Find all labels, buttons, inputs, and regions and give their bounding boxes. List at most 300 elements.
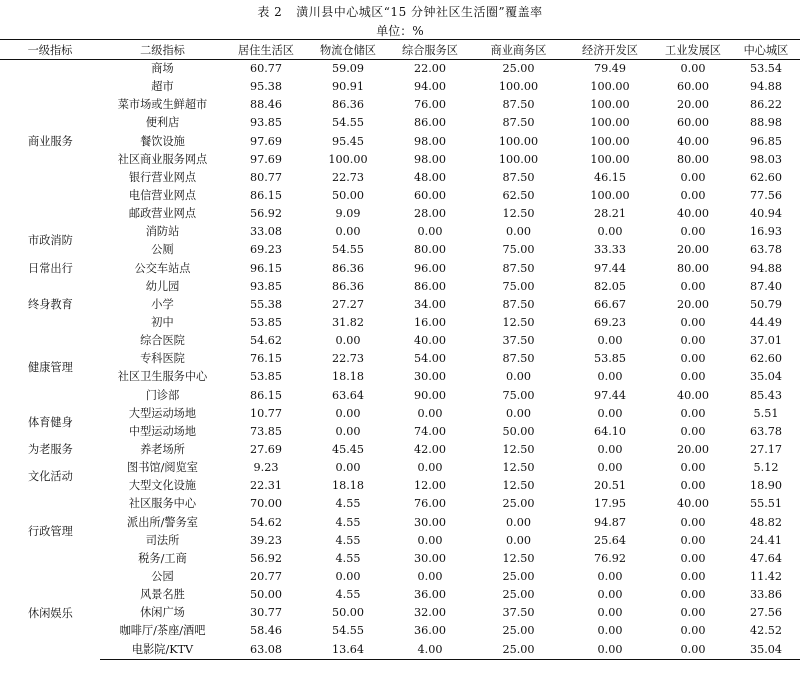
primary-indicator: 行政管理: [28, 524, 73, 538]
header-cell: 一级指标: [0, 40, 100, 60]
coverage-value: 0.00: [417, 225, 443, 239]
coverage-value: 0.00: [335, 334, 361, 348]
coverage-value: 0.00: [680, 170, 706, 184]
coverage-value: 79.49: [593, 62, 627, 76]
coverage-value: 0.00: [335, 570, 361, 583]
coverage-value: 36.00: [413, 624, 447, 638]
coverage-value: 0.00: [566, 641, 654, 660]
table-row: [0, 223, 800, 241]
coverage-value: 54.00: [413, 352, 447, 366]
table-row: [0, 350, 800, 368]
coverage-value: 20.77: [249, 570, 283, 583]
coverage-table: [0, 39, 800, 660]
coverage-value: 39.23: [249, 533, 283, 547]
coverage-value: 53.85: [249, 316, 283, 330]
table-row: [0, 368, 800, 386]
secondary-indicator: 社区商业服务网点: [117, 152, 208, 166]
header-cell: 中心城区: [732, 40, 800, 60]
secondary-indicator: 司法所: [145, 533, 180, 547]
table-title: 潢川县中心城区“15 分钟社区生活圈”覆盖率: [296, 5, 543, 19]
coverage-value: 80.77: [249, 170, 283, 184]
table-row: [0, 60, 800, 79]
coverage-value: 0.00: [597, 606, 623, 620]
table-row: [0, 151, 800, 169]
table-body: [0, 60, 800, 660]
secondary-indicator: 电信营业网点: [128, 189, 197, 203]
coverage-value: 4.00: [389, 641, 471, 660]
coverage-value: 25.64: [593, 533, 627, 547]
coverage-value: 69.23: [249, 243, 283, 257]
secondary-indicator: 银行营业网点: [128, 170, 197, 184]
table-row: [0, 387, 800, 405]
coverage-value: 13.64: [307, 641, 389, 660]
coverage-value: 75.00: [502, 279, 535, 293]
coverage-value: 86.36: [331, 279, 365, 293]
coverage-value: 27.56: [749, 606, 783, 620]
table-row: [0, 423, 800, 441]
header-cell: 商业商务区: [471, 40, 566, 60]
secondary-indicator: 派出所/警务室: [127, 515, 198, 529]
coverage-value: 32.00: [413, 606, 447, 620]
coverage-value: 48.00: [413, 170, 447, 184]
secondary-indicator: 初中: [151, 316, 174, 330]
coverage-value: 35.04: [749, 370, 783, 384]
secondary-indicator: 中型运动场地: [128, 424, 197, 438]
coverage-value: 12.50: [502, 461, 535, 475]
coverage-value: 80.00: [676, 152, 710, 166]
coverage-value: 64.10: [593, 424, 627, 438]
primary-indicator: 休闲娱乐: [28, 606, 73, 620]
coverage-value: 45.45: [331, 443, 365, 457]
coverage-value: 10.77: [249, 406, 283, 420]
coverage-value: 88.46: [249, 98, 283, 112]
coverage-value: 88.98: [749, 116, 783, 130]
coverage-value: 25.00: [502, 624, 535, 638]
table-row: [0, 96, 800, 114]
table-row: [0, 332, 800, 350]
coverage-value: 63.08: [225, 641, 307, 660]
primary-indicator: 日常出行: [28, 261, 73, 275]
secondary-indicator: 公园: [151, 570, 174, 583]
secondary-indicator: 大型文化设施: [128, 479, 197, 493]
coverage-value: 0.00: [680, 551, 706, 565]
secondary-indicator: 电影院/KTV: [100, 641, 225, 660]
coverage-value: 25.00: [471, 641, 566, 660]
coverage-value: 46.15: [593, 170, 627, 184]
coverage-value: 9.23: [253, 461, 279, 475]
coverage-value: 76.00: [413, 497, 447, 511]
header-cell: 居住生活区: [225, 40, 307, 60]
coverage-value: 50.79: [749, 297, 783, 311]
coverage-value: 17.95: [593, 497, 627, 511]
coverage-value: 54.55: [331, 624, 365, 638]
coverage-value: 40.00: [676, 497, 710, 511]
table-row: [0, 78, 800, 96]
coverage-value: 0.00: [335, 461, 361, 475]
coverage-value: 98.03: [749, 152, 783, 166]
coverage-value: 0.00: [680, 479, 706, 493]
coverage-value: 97.69: [249, 134, 283, 148]
coverage-value: 62.60: [749, 170, 783, 184]
coverage-value: 62.50: [502, 189, 535, 203]
coverage-value: 0.00: [680, 352, 706, 366]
coverage-value: 76.92: [593, 551, 627, 565]
coverage-value: 30.00: [413, 370, 447, 384]
table-row: [0, 241, 800, 259]
coverage-value: 16.00: [413, 316, 447, 330]
coverage-value: 0.00: [597, 624, 623, 638]
secondary-indicator: 邮政营业网点: [128, 207, 197, 221]
coverage-value: 54.55: [331, 243, 365, 257]
coverage-value: 0.00: [597, 334, 623, 348]
coverage-value: 75.00: [502, 388, 535, 402]
primary-indicator: 文化活动: [28, 470, 73, 484]
header-cell: 经济开发区: [566, 40, 654, 60]
coverage-value: 27.17: [749, 443, 783, 457]
coverage-value: 75.00: [502, 243, 535, 257]
table-row: [0, 459, 800, 477]
table-row: [0, 477, 800, 495]
coverage-value: 16.93: [749, 225, 783, 239]
coverage-value: 48.82: [749, 515, 783, 529]
coverage-value: 56.92: [249, 207, 283, 221]
coverage-value: 35.04: [732, 641, 800, 660]
coverage-value: 0.00: [597, 225, 623, 239]
table-row: [0, 514, 800, 532]
coverage-value: 0.00: [680, 515, 706, 529]
table-row: [0, 296, 800, 314]
coverage-value: 20.00: [676, 443, 710, 457]
primary-indicator: 健康管理: [28, 361, 73, 375]
secondary-indicator: 大型运动场地: [128, 406, 197, 420]
coverage-value: 90.00: [413, 388, 447, 402]
coverage-value: 4.55: [335, 551, 361, 565]
coverage-value: 100.00: [590, 152, 630, 166]
secondary-indicator: 税务/工商: [138, 551, 187, 565]
coverage-value: 4.55: [335, 515, 361, 529]
table-row: [0, 495, 800, 513]
coverage-value: 80.00: [413, 243, 447, 257]
coverage-value: 56.92: [249, 551, 283, 565]
coverage-value: 86.00: [413, 279, 447, 293]
coverage-value: 0.00: [597, 461, 623, 475]
coverage-value: 0.00: [680, 588, 706, 602]
coverage-value: 86.36: [331, 98, 365, 112]
coverage-value: 27.27: [331, 297, 365, 311]
coverage-value: 0.00: [417, 406, 443, 420]
coverage-value: 100.00: [590, 189, 630, 203]
coverage-value: 100.00: [498, 134, 539, 148]
coverage-value: 54.62: [249, 515, 283, 529]
table-row: [0, 532, 800, 550]
coverage-value: 5.12: [753, 461, 779, 475]
coverage-value: 95.38: [249, 80, 283, 94]
coverage-value: 20.00: [676, 243, 710, 257]
secondary-indicator: 便利店: [145, 116, 180, 130]
coverage-value: 33.86: [749, 588, 783, 602]
coverage-value: 0.00: [417, 570, 443, 583]
table-row: [0, 133, 800, 151]
table-row: [0, 405, 800, 423]
coverage-value: 28.00: [413, 207, 447, 221]
coverage-value: 90.91: [331, 80, 365, 94]
coverage-value: 40.00: [676, 388, 710, 402]
coverage-value: 100.00: [498, 80, 539, 94]
coverage-value: 53.85: [249, 370, 283, 384]
coverage-value: 0.00: [680, 62, 706, 76]
coverage-value: 0.00: [335, 225, 361, 239]
coverage-value: 87.50: [502, 98, 535, 112]
coverage-value: 40.00: [413, 334, 447, 348]
coverage-value: 86.15: [249, 388, 283, 402]
coverage-value: 0.00: [506, 370, 531, 384]
coverage-value: 25.00: [502, 588, 535, 602]
table-row: [0, 586, 800, 604]
coverage-value: 70.00: [249, 497, 283, 511]
header-cell: 物流仓储区: [307, 40, 389, 60]
table-row: [0, 114, 800, 132]
coverage-value: 82.05: [593, 279, 627, 293]
coverage-value: 54.62: [249, 334, 283, 348]
coverage-value: 0.00: [680, 370, 706, 384]
coverage-value: 18.90: [749, 479, 783, 493]
table-row: [0, 641, 800, 660]
coverage-value: 20.00: [676, 297, 710, 311]
header-cell: 二级指标: [100, 40, 225, 60]
coverage-value: 30.00: [413, 515, 447, 529]
table-row: [0, 568, 800, 586]
coverage-value: 40.00: [676, 134, 710, 148]
coverage-value: 53.54: [749, 62, 783, 76]
coverage-value: 55.38: [249, 297, 283, 311]
coverage-value: 37.50: [502, 606, 535, 620]
coverage-value: 85.43: [749, 388, 783, 402]
coverage-value: 86.15: [249, 189, 283, 203]
coverage-value: 73.85: [249, 424, 283, 438]
header-row: [0, 40, 800, 60]
secondary-indicator: 幼儿园: [145, 279, 180, 293]
coverage-value: 63.78: [749, 243, 783, 257]
coverage-value: 18.18: [331, 370, 365, 384]
coverage-value: 0.00: [680, 570, 706, 583]
coverage-value: 12.50: [502, 479, 535, 493]
coverage-value: 30.00: [413, 551, 447, 565]
coverage-value: 22.00: [413, 62, 447, 76]
table-row: [0, 260, 800, 278]
coverage-value: 87.50: [502, 261, 535, 275]
coverage-value: 0.00: [417, 461, 443, 475]
table-row: [0, 441, 800, 459]
primary-indicator: 商业服务: [28, 134, 73, 148]
coverage-value: 40.00: [676, 207, 710, 221]
coverage-value: 11.42: [749, 570, 783, 583]
coverage-value: 0.00: [680, 533, 706, 547]
coverage-value: 12.50: [502, 443, 535, 457]
coverage-value: 4.55: [335, 588, 361, 602]
secondary-indicator: 社区卫生服务中心: [117, 370, 208, 384]
coverage-value: 44.49: [749, 316, 783, 330]
coverage-value: 60.00: [676, 80, 710, 94]
table-row: [0, 550, 800, 568]
table-number: 表 2: [257, 5, 283, 19]
secondary-indicator: 专科医院: [140, 352, 185, 366]
secondary-indicator: 超市: [151, 80, 174, 94]
coverage-value: 0.00: [654, 641, 732, 660]
coverage-value: 4.55: [335, 497, 361, 511]
secondary-indicator: 消防站: [145, 225, 180, 239]
coverage-value: 97.69: [249, 152, 283, 166]
coverage-value: 40.94: [749, 207, 783, 221]
coverage-value: 28.21: [593, 207, 627, 221]
coverage-value: 60.00: [676, 116, 710, 130]
coverage-value: 60.00: [413, 189, 447, 203]
coverage-value: 25.00: [502, 497, 535, 511]
coverage-value: 98.00: [413, 152, 447, 166]
coverage-value: 30.77: [249, 606, 283, 620]
secondary-indicator: 商场: [151, 62, 174, 76]
coverage-value: 0.00: [680, 606, 706, 620]
coverage-value: 100.00: [590, 98, 630, 112]
coverage-value: 100.00: [590, 134, 630, 148]
secondary-indicator: 图书馆/阅览室: [127, 461, 198, 475]
coverage-value: 20.00: [676, 98, 710, 112]
coverage-value: 63.78: [749, 424, 783, 438]
coverage-value: 97.44: [593, 261, 627, 275]
primary-indicator: 体育健身: [28, 415, 73, 429]
coverage-value: 4.55: [335, 533, 361, 547]
coverage-value: 0.00: [506, 533, 531, 547]
coverage-value: 86.22: [749, 98, 783, 112]
secondary-indicator: 综合医院: [140, 334, 185, 348]
coverage-value: 0.00: [506, 515, 531, 529]
primary-indicator: 市政消防: [28, 234, 73, 248]
coverage-value: 62.60: [749, 352, 783, 366]
coverage-value: 0.00: [680, 225, 706, 239]
table-row: [0, 314, 800, 332]
coverage-value: 100.00: [590, 80, 630, 94]
coverage-value: 53.85: [593, 352, 627, 366]
coverage-value: 96.85: [749, 134, 783, 148]
coverage-value: 33.33: [593, 243, 627, 257]
secondary-indicator: 公厕: [151, 243, 174, 257]
coverage-value: 87.50: [502, 170, 535, 184]
coverage-value: 22.73: [331, 170, 365, 184]
coverage-value: 31.82: [331, 316, 365, 330]
coverage-value: 59.09: [331, 62, 365, 76]
coverage-value: 0.00: [597, 570, 623, 583]
coverage-value: 100.00: [498, 152, 539, 166]
coverage-value: 0.00: [680, 461, 706, 475]
secondary-indicator: 公交车站点: [134, 261, 191, 275]
coverage-value: 0.00: [335, 406, 361, 420]
coverage-value: 25.00: [502, 62, 535, 76]
secondary-indicator: 门诊部: [145, 388, 180, 402]
secondary-indicator: 咖啡厅/茶座/酒吧: [119, 624, 206, 638]
secondary-indicator: 餐饮设施: [140, 134, 185, 148]
secondary-indicator: 养老场所: [140, 443, 185, 457]
coverage-value: 58.46: [249, 624, 283, 638]
coverage-value: 86.36: [331, 261, 365, 275]
coverage-value: 54.55: [331, 116, 365, 130]
coverage-value: 0.00: [680, 316, 706, 330]
coverage-value: 0.00: [597, 406, 623, 420]
coverage-value: 0.00: [335, 424, 361, 438]
secondary-indicator: 小学: [151, 297, 174, 311]
coverage-value: 94.88: [749, 261, 783, 275]
coverage-value: 12.50: [502, 207, 535, 221]
coverage-value: 96.15: [249, 261, 283, 275]
coverage-value: 98.00: [413, 134, 447, 148]
coverage-value: 27.69: [249, 443, 283, 457]
coverage-value: 60.77: [249, 62, 283, 76]
coverage-value: 20.51: [593, 479, 627, 493]
coverage-value: 42.00: [413, 443, 447, 457]
header-cell: 综合服务区: [389, 40, 471, 60]
secondary-indicator: 休闲广场: [140, 606, 185, 620]
table-row: [0, 622, 800, 640]
primary-indicator: 终身教育: [28, 297, 73, 311]
coverage-value: 50.00: [331, 189, 365, 203]
coverage-value: 87.40: [749, 279, 783, 293]
table-caption: [0, 0, 800, 23]
coverage-value: 18.18: [331, 479, 365, 493]
coverage-value: 0.00: [680, 334, 706, 348]
coverage-value: 5.51: [753, 406, 779, 420]
coverage-value: 86.00: [413, 116, 447, 130]
coverage-value: 87.50: [502, 116, 535, 130]
coverage-value: 100.00: [328, 152, 368, 166]
primary-indicator: 为老服务: [28, 443, 73, 457]
coverage-value: 96.00: [413, 261, 447, 275]
coverage-value: 0.00: [506, 406, 531, 420]
secondary-indicator: 风景名胜: [140, 588, 185, 602]
coverage-value: 93.85: [249, 116, 283, 130]
coverage-value: 25.00: [502, 570, 535, 583]
coverage-value: 0.00: [680, 624, 706, 638]
coverage-value: 0.00: [417, 533, 443, 547]
coverage-value: 0.00: [506, 225, 531, 239]
table-row: [0, 205, 800, 223]
coverage-value: 36.00: [413, 588, 447, 602]
coverage-value: 34.00: [413, 297, 447, 311]
coverage-value: 80.00: [676, 261, 710, 275]
coverage-value: 50.00: [249, 588, 283, 602]
coverage-value: 87.50: [502, 352, 535, 366]
coverage-value: 77.56: [749, 189, 783, 203]
secondary-indicator: 菜市场或生鲜超市: [117, 98, 208, 112]
coverage-value: 12.50: [502, 316, 535, 330]
coverage-value: 93.85: [249, 279, 283, 293]
coverage-value: 12.00: [413, 479, 447, 493]
coverage-value: 94.00: [413, 80, 447, 94]
coverage-value: 76.00: [413, 98, 447, 112]
table-row: [0, 278, 800, 296]
coverage-value: 9.09: [335, 207, 361, 221]
coverage-value: 50.00: [331, 606, 365, 620]
coverage-value: 0.00: [680, 406, 706, 420]
coverage-value: 0.00: [597, 370, 623, 384]
coverage-value: 22.31: [249, 479, 283, 493]
coverage-value: 33.08: [249, 225, 283, 239]
coverage-value: 0.00: [680, 189, 706, 203]
coverage-value: 0.00: [597, 588, 623, 602]
coverage-value: 87.50: [502, 297, 535, 311]
unit-note: 单位：%: [376, 24, 424, 38]
coverage-value: 74.00: [413, 424, 447, 438]
coverage-value: 94.87: [593, 515, 627, 529]
coverage-value: 0.00: [680, 279, 706, 293]
coverage-value: 0.00: [680, 424, 706, 438]
